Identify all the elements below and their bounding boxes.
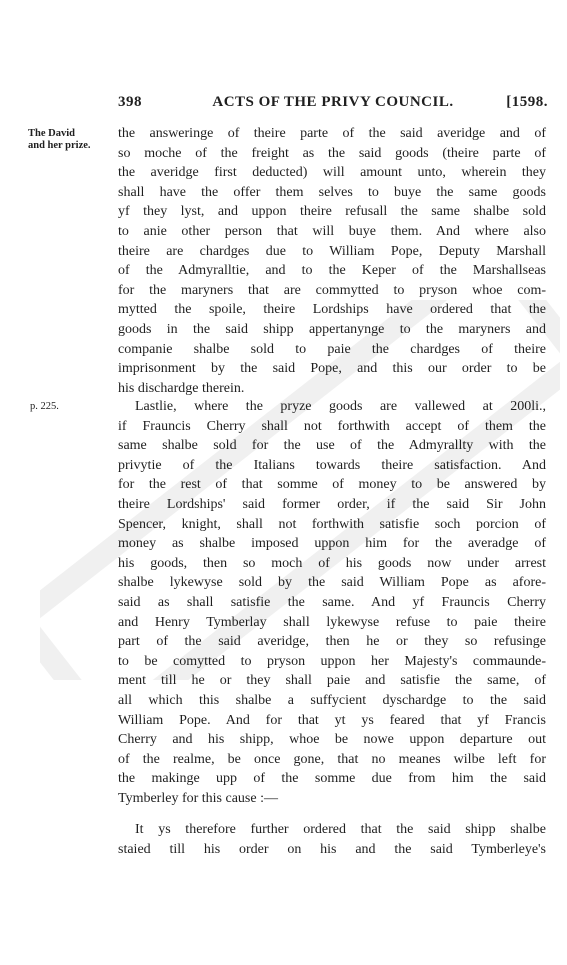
text-line: all which this shalbe a suffycient dyschardge to the said bbox=[118, 692, 546, 708]
running-title: ACTS OF THE PRIVY COUNCIL. bbox=[212, 94, 454, 110]
header-year: [1598. bbox=[506, 94, 548, 110]
text-line: goods in the said shipp appertanynge to the maryners and bbox=[118, 321, 546, 337]
text-line: staied till his order on his and the said Tymberleye's bbox=[118, 841, 546, 857]
side-note-line: and her prize. bbox=[28, 140, 91, 151]
text-line: ment till he or they shall paie and satisfie the same, of bbox=[118, 673, 546, 689]
text-line: theire Lordships' said former order, if the said Sir John bbox=[118, 496, 546, 512]
page-reference: p. 225. bbox=[30, 401, 59, 412]
text-line: Cherry and his shipp, whoe be nowe uppon departure out bbox=[118, 732, 546, 748]
text-line: Lastlie, where the pryze goods are vallewed at 200li., bbox=[135, 399, 546, 414]
running-header bbox=[118, 94, 548, 116]
text-line: so moche of the freight as the said goods (theire parte of bbox=[118, 145, 546, 161]
text-line: shall have the offer them selves to buye the same goods bbox=[118, 184, 546, 200]
text-line: shalbe lykewyse sold by the said William Pope as afore- bbox=[118, 575, 546, 591]
text-line: the makinge upp of the somme due from him the said bbox=[118, 771, 546, 787]
paragraph-3 bbox=[118, 820, 546, 859]
text-line: It ys therefore further ordered that the said shipp shalbe bbox=[135, 822, 546, 837]
text-line: to be comytted to pryson uppon her Majesty's commaunde- bbox=[118, 653, 546, 669]
text-line: money as shalbe imposed uppon him for the averadge of bbox=[118, 536, 546, 552]
text-line: of the Admyralltie, and to the Keper of the Marshallseas bbox=[118, 263, 546, 279]
text-line: his dischardge therein. bbox=[118, 380, 245, 396]
text-line: the answeringe of theire parte of the said averidge and of bbox=[118, 126, 546, 141]
text-line: yf they lyst, and uppon theire refusall the same shalbe sold bbox=[118, 204, 546, 220]
text-line: part of the said averidge, then he or they so refusinge bbox=[118, 634, 546, 650]
text-line: theire are chardges due to William Pope, Deputy Marshall bbox=[118, 243, 546, 259]
text-line: the averidge first deducted) will amount unto, wherein they bbox=[118, 165, 546, 181]
text-line: if Frauncis Cherry shall not forthwith accept of them the bbox=[118, 418, 546, 434]
text-line: to anie other person that will buye them. And where also bbox=[118, 223, 546, 239]
text-line: his goods, then so moch of his goods now under arrest bbox=[118, 555, 546, 571]
text-line: same shalbe sold for the use of the Admyrallty with the bbox=[118, 438, 546, 454]
text-line: William Pope. And for that yt ys feared that yf Francis bbox=[118, 712, 546, 728]
text-line: Tymberley for this cause :— bbox=[118, 790, 278, 806]
text-line: for the maryners that are commytted to pryson whoe com- bbox=[118, 282, 546, 298]
page-number: 398 bbox=[118, 94, 142, 110]
text-line: and Henry Tymberlay shall lykewyse refuse to paie theire bbox=[118, 614, 546, 630]
text-line: privytie of the Italians towards theire satisfaction. And bbox=[118, 457, 546, 473]
text-line: for the rest of that somme of money to be answered by bbox=[118, 477, 546, 493]
text-line: companie shalbe sold to paie the chardges of theire bbox=[118, 341, 546, 357]
side-note bbox=[28, 128, 114, 152]
text-line: mytted the spoile, theire Lordships have ordered that the bbox=[118, 302, 546, 318]
paragraph-2 bbox=[118, 397, 546, 808]
paragraph-1 bbox=[118, 124, 546, 398]
text-line: of the realme, be once gone, that no meanes wilbe left for bbox=[118, 751, 546, 767]
text-line: imprisonment by the said Pope, and this our order to be bbox=[118, 361, 546, 377]
text-line: said as shall satisfie the same. And yf Frauncis Cherry bbox=[118, 594, 546, 610]
text-line: Spencer, knight, shall not forthwith satisfie soch porcion of bbox=[118, 516, 546, 532]
side-note-line: The David bbox=[28, 128, 75, 139]
